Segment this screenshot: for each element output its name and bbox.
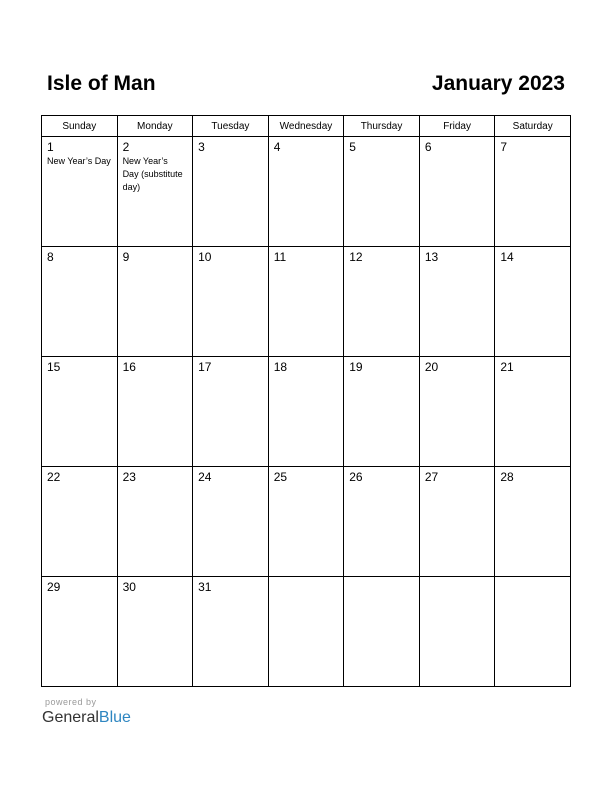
day-cell: [268, 137, 344, 247]
weekday-header-row: [42, 116, 571, 137]
weekday-header: Monday: [117, 116, 193, 137]
day-cell: [495, 247, 571, 357]
day-cell: [117, 137, 193, 247]
day-number: 3: [198, 140, 205, 154]
weekday-header: Friday: [419, 116, 495, 137]
weekday-header: Thursday: [344, 116, 420, 137]
day-number: 31: [198, 580, 212, 594]
day-cell: [419, 247, 495, 357]
calendar-month-title: January 2023: [431, 72, 565, 95]
holiday-event: New Year’s Day: [47, 156, 111, 166]
day-cell: [419, 357, 495, 467]
day-cell: [495, 577, 571, 687]
day-cell: [268, 577, 344, 687]
day-cell: [495, 137, 571, 247]
day-number: 16: [122, 360, 136, 374]
weekday-header: Saturday: [495, 116, 571, 137]
day-number: 20: [424, 360, 439, 374]
day-cell: [193, 247, 269, 357]
day-cell: [419, 467, 495, 577]
calendar-weeks: [42, 137, 571, 687]
day-number: 23: [122, 470, 136, 484]
day-cell: [268, 467, 344, 577]
brand-name-general: General: [42, 709, 99, 726]
day-cell: [117, 467, 193, 577]
day-cell: [42, 467, 118, 577]
day-number: 26: [349, 470, 363, 484]
day-number: 30: [122, 580, 136, 594]
day-cell: [42, 137, 118, 247]
day-number: 1: [47, 140, 54, 154]
day-number: 19: [349, 360, 363, 374]
holiday-event: New Year’s Day (substitute day): [122, 156, 183, 192]
day-cell: [193, 357, 269, 467]
day-number: 6: [424, 140, 432, 154]
day-cell: [117, 577, 193, 687]
day-number: 2: [122, 140, 130, 154]
day-number: 15: [47, 360, 61, 374]
day-number: 21: [500, 360, 514, 374]
day-number: 24: [198, 470, 212, 484]
day-cell: [419, 577, 495, 687]
day-number: 27: [424, 470, 439, 484]
day-cell: [42, 357, 118, 467]
calendar-week-row: [42, 467, 571, 577]
day-cell: [268, 357, 344, 467]
day-number: 13: [424, 250, 439, 264]
day-number: 8: [47, 250, 54, 264]
day-cell: [495, 357, 571, 467]
calendar-grid: [41, 115, 571, 687]
day-number: 11: [273, 250, 287, 264]
day-number: 25: [273, 470, 288, 484]
day-number: 10: [198, 250, 212, 264]
day-number: 7: [500, 140, 508, 154]
brand-logo: [42, 708, 131, 728]
day-cell: [117, 247, 193, 357]
day-cell: [42, 577, 118, 687]
day-cell: [344, 247, 420, 357]
day-number: 29: [47, 580, 61, 594]
day-number: 28: [500, 470, 514, 484]
weekday-header: Wednesday: [268, 116, 344, 137]
powered-by-label: powered by: [45, 697, 97, 707]
day-number: 22: [47, 470, 61, 484]
day-cell: [117, 357, 193, 467]
day-cell: [419, 137, 495, 247]
day-cell: [193, 577, 269, 687]
weekday-header: Tuesday: [193, 116, 269, 137]
calendar-region-title: Isle of Man: [47, 72, 156, 95]
day-number: 9: [122, 250, 130, 264]
day-cell: [42, 247, 118, 357]
day-number: 12: [349, 250, 363, 264]
day-number: 14: [500, 250, 514, 264]
day-number: 4: [273, 140, 281, 154]
calendar-week-row: [42, 247, 571, 357]
day-cell: [193, 467, 269, 577]
day-cell: [193, 137, 269, 247]
brand-name-blue: Blue: [98, 709, 131, 726]
weekday-header: Sunday: [42, 116, 118, 137]
day-cell: [344, 467, 420, 577]
calendar-week-row: [42, 357, 571, 467]
day-cell: [268, 247, 344, 357]
day-number: 5: [349, 140, 356, 154]
day-cell: [344, 357, 420, 467]
day-cell: [495, 467, 571, 577]
calendar-week-row: [42, 137, 571, 247]
day-number: 18: [273, 360, 288, 374]
calendar-week-row: [42, 577, 571, 687]
day-number: 17: [198, 360, 212, 374]
day-cell: [344, 137, 420, 247]
day-cell: [344, 577, 420, 687]
